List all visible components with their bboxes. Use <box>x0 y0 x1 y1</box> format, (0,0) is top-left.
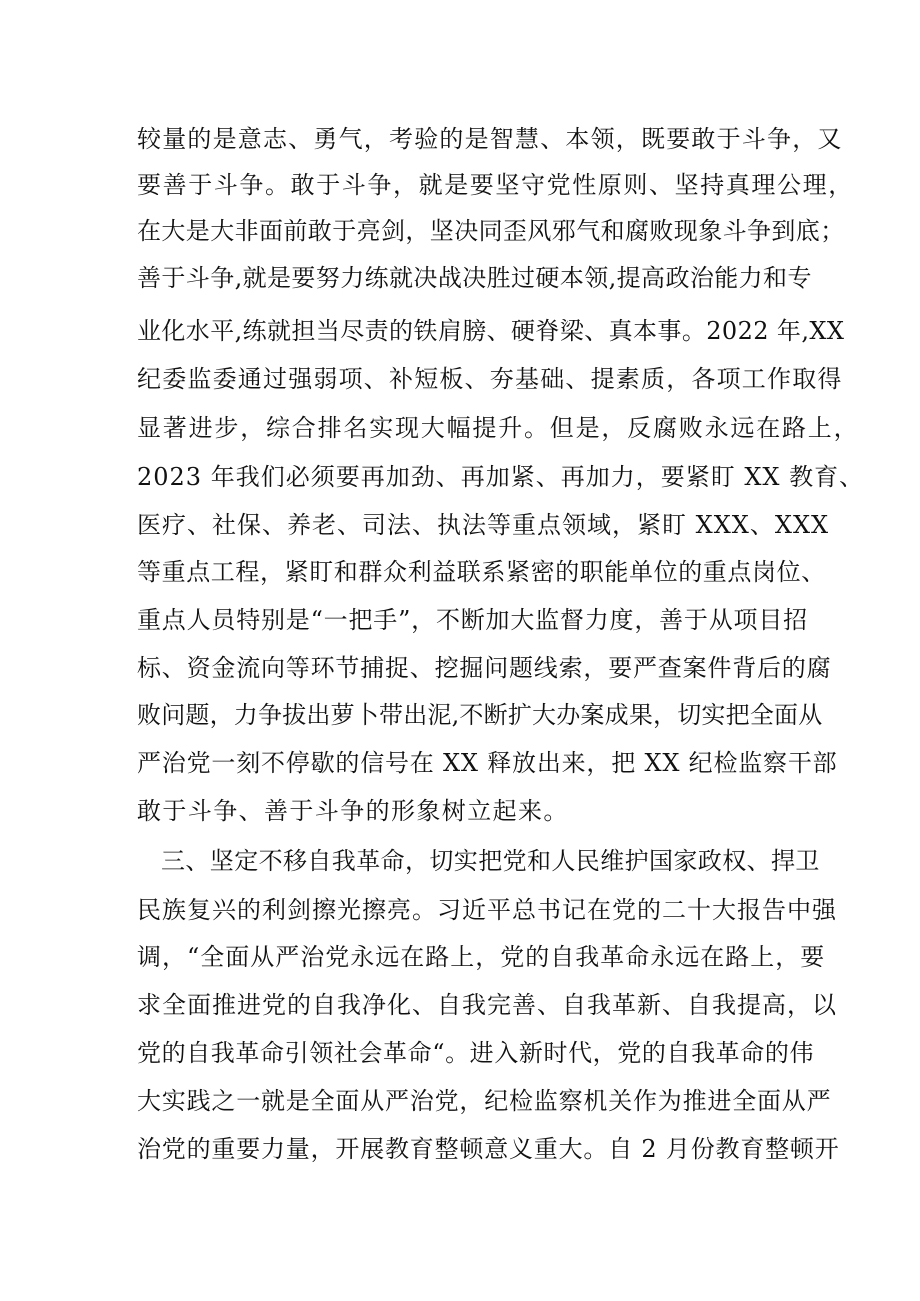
paragraph-line: 要善于斗争。敢于斗争，就是要坚守党性原则、坚持真理公理， <box>137 171 854 199</box>
paragraph-line: 治党的重要力量，开展教育整顿意义重大。自 2 月份教育整顿开 <box>137 1135 840 1163</box>
paragraph-line: 较量的是意志、勇气，考验的是智慧、本领，既要敢于斗争，又 <box>137 125 843 153</box>
paragraph-line: 求全面推进党的自我净化、自我完善、自我革新、自我提高，以 <box>137 991 837 1019</box>
paragraph-line: 严治党一刻不停歇的信号在 XX 释放出来，把 XX 纪检监察干部 <box>137 749 838 777</box>
paragraph-line: 医疗、社保、养老、司法、执法等重点领域，紧盯 XXX、XXX <box>137 511 830 539</box>
paragraph-line: 重点人员特别是“一把手”，不断加大监督力度，善于从项目招 <box>137 606 808 634</box>
paragraph-line: 民族复兴的利剑擦光擦亮。习近平总书记在党的二十大报告中强 <box>137 896 837 924</box>
paragraph-line: 大实践之一就是全面从严治党，纪检监察机关作为推进全面从严 <box>137 1087 832 1115</box>
paragraph-line: 在大是大非面前敢于亮剑，坚决同歪风邪气和腐败现象斗争到底； <box>137 217 845 245</box>
paragraph-line: 显著进步，综合排名实现大幅提升。但是，反腐败永远在路上， <box>137 414 860 442</box>
paragraph-line: 善于斗争,就是要努力练就决战决胜过硬本领,提高政治能力和专 <box>137 264 812 292</box>
paragraph-line: 2023 年我们必须要再加劲、再加紧、再加力，要紧盯 XX 教育、 <box>137 463 865 491</box>
paragraph-line: 敢于斗争、善于斗争的形象树立起来。 <box>137 797 569 825</box>
paragraph-line: 业化水平,练就担当尽责的铁肩膀、硬脊梁、真本事。2022 年,XX <box>137 317 845 345</box>
paragraph-line: 标、资金流向等环节捕捉、挖掘问题线索，要严查案件背后的腐 <box>137 654 832 682</box>
paragraph-line: 等重点工程，紧盯和群众利益联系紧密的职能单位的重点岗位、 <box>137 558 826 586</box>
section-heading-line: 三、坚定不移自我革命，切实把党和人民维护国家政权、捍卫 <box>161 847 820 875</box>
paragraph-line: 调，“全面从严治党永远在路上，党的自我革命永远在路上，要 <box>137 943 826 971</box>
paragraph-line: 纪委监委通过强弱项、补短板、夯基础、提素质，各项工作取得 <box>137 365 843 393</box>
paragraph-line: 党的自我革命引领社会革命“。进入新时代，党的自我革命的伟 <box>137 1039 815 1067</box>
paragraph-line: 败问题，力争拔出萝卜带出泥,不断扩大办案成果，切实把全面从 <box>137 701 823 729</box>
